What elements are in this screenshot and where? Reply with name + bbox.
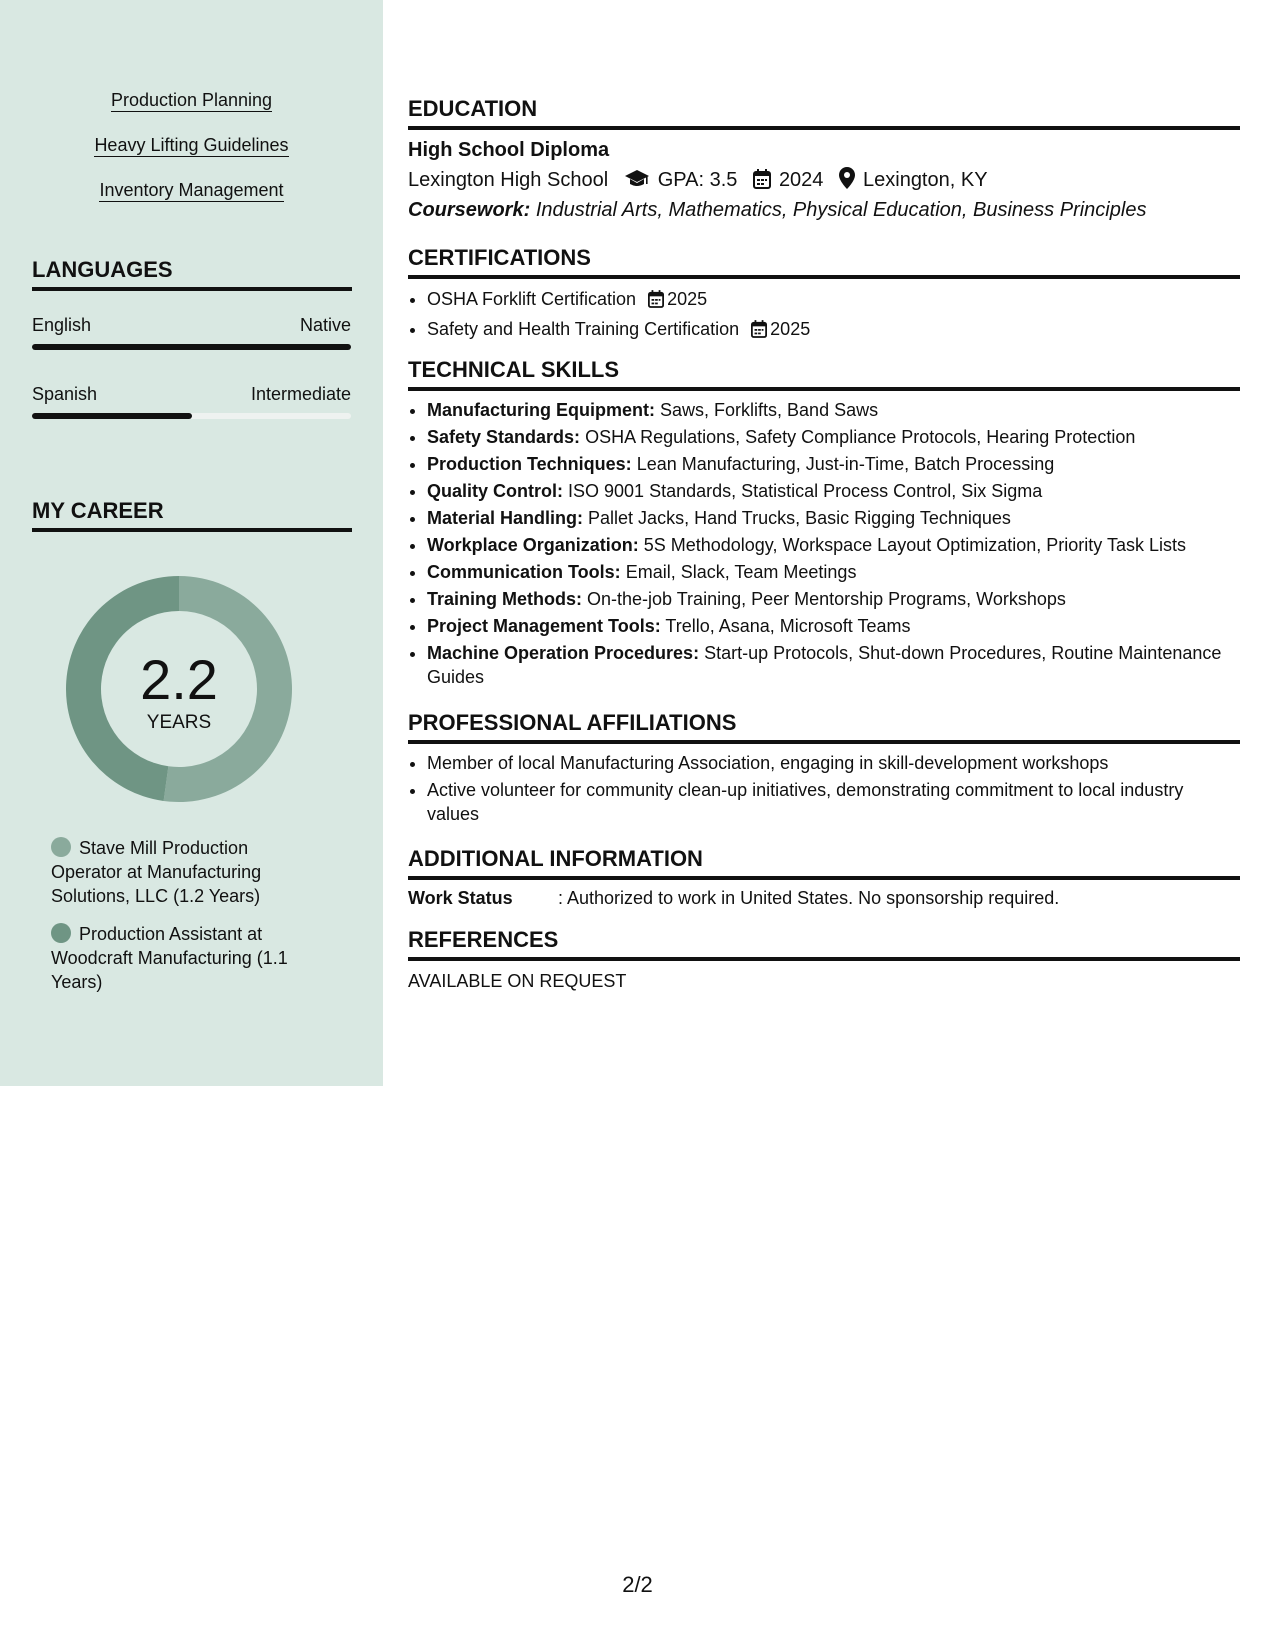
language-level: Native xyxy=(299,315,351,335)
certification-year: 2025 xyxy=(667,289,708,309)
languages-heading: LANGUAGES xyxy=(32,257,352,291)
technical-skills-heading: TECHNICAL SKILLS xyxy=(408,357,1240,391)
affiliations-list xyxy=(408,751,1240,829)
calendar-icon xyxy=(648,290,664,314)
career-years-unit: YEARS xyxy=(146,712,212,733)
list-item: • Communication Tools: Email, Slack, Team Meetings xyxy=(427,560,1240,584)
language-name: English xyxy=(32,315,92,335)
skill-link[interactable]: Production Planning xyxy=(110,90,273,110)
graduation-year: 2024 xyxy=(778,169,824,191)
affiliations-heading: PROFESSIONAL AFFILIATIONS xyxy=(408,710,1240,744)
list-item: • Safety Standards: OSHA Regulations, Safety Compliance Protocols, Hearing Protection xyxy=(427,425,1240,449)
certification-name: OSHA Forklift Certification xyxy=(427,289,637,309)
page-number: 2/2 xyxy=(622,1572,653,1597)
list-item: • Member of local Manufacturing Association, engaging in skill-development workshops xyxy=(427,751,1240,775)
career-total-years: 2.2 xyxy=(140,648,218,711)
list-item: • Quality Control: ISO 9001 Standards, Statistical Process Control, Six Sigma xyxy=(427,479,1240,503)
career-legend-item xyxy=(51,836,311,908)
sidebar xyxy=(0,0,383,1086)
list-item xyxy=(427,317,1240,344)
career-legend-text: Stave Mill Production Operator at Manufacturing Solutions, LLC (1.2 Years) xyxy=(51,838,262,906)
coursework-label: Coursework: xyxy=(408,199,531,221)
coursework-value: Industrial Arts, Mathematics, Physical Education, Business Principles xyxy=(535,199,1147,221)
list-item: • Machine Operation Procedures: Start-up Protocols, Shut-down Procedures, Routine Maintenance Guides xyxy=(427,641,1240,689)
map-pin-icon xyxy=(839,167,855,196)
list-item: • Training Methods: On-the-job Training, Peer Mentorship Programs, Workshops xyxy=(427,587,1240,611)
education-heading: EDUCATION xyxy=(408,96,1240,130)
list-item: • Active volunteer for community clean-up initiatives, demonstrating commitment to local industry values xyxy=(427,778,1240,826)
work-status-row xyxy=(408,887,1059,909)
certification-name: Safety and Health Training Certification xyxy=(427,319,740,339)
graduation-cap-icon xyxy=(624,169,650,196)
calendar-icon xyxy=(753,169,771,196)
career-heading: MY CAREER xyxy=(32,498,352,532)
gpa: GPA: 3.5 xyxy=(657,169,738,191)
list-item: • Manufacturing Equipment: Saws, Forklifts, Band Saws xyxy=(427,398,1240,422)
skill-link[interactable]: Inventory Management xyxy=(99,180,284,200)
list-item: • Production Techniques: Lean Manufacturing, Just-in-Time, Batch Processing xyxy=(427,452,1240,476)
language-row xyxy=(32,383,351,405)
language-row xyxy=(32,314,351,336)
education-details xyxy=(408,167,988,196)
language-proficiency-fill xyxy=(32,344,351,350)
career-donut-chart xyxy=(66,576,292,802)
language-name: Spanish xyxy=(32,384,98,404)
certification-year: 2025 xyxy=(770,319,811,339)
legend-dot-icon xyxy=(51,837,71,857)
education-degree: High School Diploma xyxy=(408,139,610,161)
language-proficiency-fill xyxy=(32,413,192,419)
technical-skills-list xyxy=(408,398,1240,692)
additional-info-heading: ADDITIONAL INFORMATION xyxy=(408,846,1240,880)
coursework xyxy=(408,197,1146,223)
work-status-value: : Authorized to work in United States. No sponsorship required. xyxy=(558,888,1060,908)
references-heading: REFERENCES xyxy=(408,927,1240,961)
references-text: AVAILABLE ON REQUEST xyxy=(408,971,627,991)
list-item xyxy=(427,287,1240,314)
language-proficiency-bar xyxy=(32,344,351,350)
career-legend-item xyxy=(51,922,311,994)
skill-link[interactable]: Heavy Lifting Guidelines xyxy=(94,135,289,155)
list-item: • Material Handling: Pallet Jacks, Hand Trucks, Basic Rigging Techniques xyxy=(427,506,1240,530)
work-status-label: Work Status xyxy=(408,888,513,908)
list-item: • Workplace Organization: 5S Methodology, Workspace Layout Optimization, Priority Task Lists xyxy=(427,533,1240,557)
career-legend-text: Production Assistant at Woodcraft Manufacturing (1.1 Years) xyxy=(51,924,288,992)
certifications-heading: CERTIFICATIONS xyxy=(408,245,1240,279)
school-location: Lexington, KY xyxy=(863,169,988,191)
legend-dot-icon xyxy=(51,923,71,943)
calendar-icon xyxy=(751,320,767,344)
list-item: • Project Management Tools: Trello, Asana, Microsoft Teams xyxy=(427,614,1240,638)
school-name: Lexington High School xyxy=(408,169,609,191)
language-level: Intermediate xyxy=(250,384,351,404)
certifications-list xyxy=(408,287,1240,347)
language-proficiency-bar xyxy=(32,413,351,419)
